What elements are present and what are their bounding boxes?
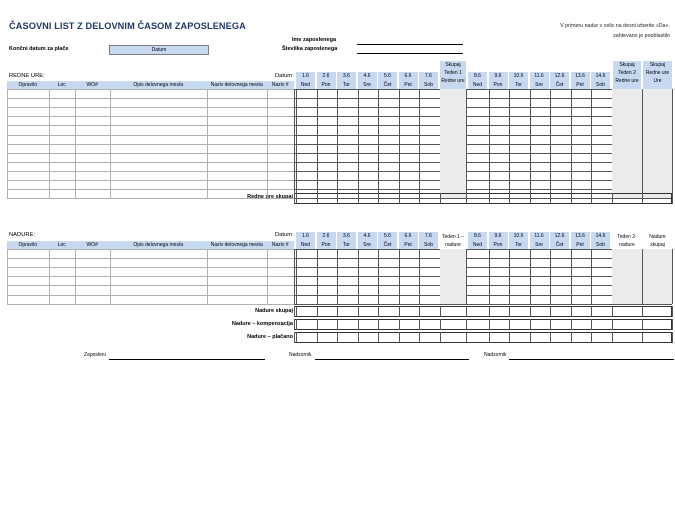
day-header: Tor (509, 81, 528, 89)
overtime-paid-label: Nadure – plačano (247, 334, 293, 340)
total-col-line (672, 319, 673, 330)
row-line (7, 249, 294, 250)
column-header: Naziv # (267, 241, 294, 249)
total-col-line (337, 193, 338, 204)
row-line (7, 267, 294, 268)
column-header: Loc (49, 241, 75, 249)
signature-supervisor2-label: Nadzornik (484, 352, 507, 358)
total-col-line (550, 319, 551, 330)
total-col-line (440, 332, 441, 343)
total-col-line (466, 193, 467, 204)
date-cell: 5.6 (378, 232, 397, 241)
hours-col-line (296, 249, 297, 304)
total-col-line (530, 306, 531, 317)
date-cell: 7.6 (419, 72, 438, 81)
hours-col-line (591, 89, 592, 198)
day-header: Ned (296, 81, 315, 89)
employee-name-label: Ime zaposlenega (292, 37, 337, 43)
week1-header-line: Teden 1 – (442, 234, 464, 240)
total-col-line (489, 193, 490, 204)
overtime-date-label: Datum: (275, 232, 294, 238)
hours-col-line (530, 249, 531, 304)
date-cell: 4.6 (358, 72, 377, 81)
total-row[interactable] (294, 193, 672, 204)
day-header: Ned (468, 241, 487, 249)
day-header: Tor (509, 241, 528, 249)
total-row[interactable] (294, 332, 672, 343)
week1-header-line: Skupaj (445, 62, 461, 68)
note-line-1: V primeru nadur v celic na desni izberite »Da«. (560, 23, 670, 29)
col-line (49, 89, 50, 198)
total-col-line (466, 306, 467, 317)
employee-number-label: Številka zaposlenega (282, 46, 338, 52)
date-cell: 2.6 (317, 72, 336, 81)
week1-header-line: nadure (445, 242, 461, 248)
total-col-line (489, 319, 490, 330)
total-col-line (612, 193, 613, 204)
date-cell: 12.6 (550, 72, 569, 81)
row-line (7, 153, 294, 154)
total-col-line (591, 332, 592, 343)
hours-col-line (337, 89, 338, 198)
total-col-line (440, 193, 441, 204)
total-col-line (509, 319, 510, 330)
hours-col-line (399, 249, 400, 304)
signature-employee-line[interactable] (109, 353, 265, 360)
total-col-line (642, 319, 643, 330)
regular-date-label: Datum: (275, 73, 294, 79)
day-header: Čet (550, 241, 569, 249)
day-header: Pet (399, 241, 418, 249)
total-row[interactable] (294, 319, 672, 330)
day-header: Pet (399, 81, 418, 89)
total-col-line (399, 306, 400, 317)
row-line (7, 304, 294, 305)
day-header: Čet (378, 81, 397, 89)
total-col-line (294, 306, 295, 317)
total-row[interactable] (294, 306, 672, 317)
date-cell: 7.6 (419, 232, 438, 241)
row-line (7, 198, 294, 199)
week1-header-sub: Redne ure (441, 78, 465, 84)
date-cell: 11.6 (530, 232, 549, 241)
total-col-line (419, 306, 420, 317)
total-col-line (358, 319, 359, 330)
total-col-line (337, 306, 338, 317)
column-header: Opis delovnega mesta (110, 241, 207, 249)
hours-col-line (550, 249, 551, 304)
employee-number-field[interactable] (357, 47, 463, 54)
hours-col-line (337, 249, 338, 304)
hours-col-line (317, 249, 318, 304)
overtime-comp-label: Nadure – kompenzacija (231, 321, 293, 327)
hours-col-line (466, 249, 467, 304)
total-col-line (294, 319, 295, 330)
col-line (7, 89, 8, 198)
column-header: Opravilo (7, 241, 49, 249)
date-cell: 4.6 (358, 232, 377, 241)
date-cell: 13.6 (571, 232, 590, 241)
date-cell: 8.6 (468, 72, 487, 81)
total-col-line (489, 306, 490, 317)
day-header: Sob (591, 241, 610, 249)
col-line (110, 89, 111, 198)
hours-col-line (294, 249, 295, 304)
total-col-line (672, 193, 673, 204)
hours-col-line (591, 249, 592, 304)
hours-col-line (317, 89, 318, 198)
total-col-line (317, 193, 318, 204)
day-header: Sre (358, 241, 377, 249)
total-col-line (358, 306, 359, 317)
total-col-line (378, 319, 379, 330)
hours-col-line (571, 249, 572, 304)
col-line (207, 89, 208, 198)
day-header: Pon (489, 241, 508, 249)
row-line (7, 171, 294, 172)
hours-col-line (399, 89, 400, 198)
column-header: Opis delovnega mesta (110, 81, 207, 89)
week2-header (613, 233, 641, 250)
date-cell: 8.6 (468, 232, 487, 241)
row-line (7, 144, 294, 145)
total-col-line (358, 193, 359, 204)
day-header: Pet (571, 241, 590, 249)
day-header: Ned (468, 81, 487, 89)
hours-col-line (489, 249, 490, 304)
total-col-line (550, 306, 551, 317)
regular-total-label: Redne ure skupaj (247, 194, 293, 200)
day-header: Pon (317, 81, 336, 89)
total-col-line (672, 332, 673, 343)
signature-supervisor-line[interactable] (315, 353, 469, 360)
row-line (7, 162, 294, 163)
total-col-line (317, 306, 318, 317)
row-line (7, 180, 294, 181)
week1-shade (440, 249, 466, 304)
day-header: Čet (550, 81, 569, 89)
total-col-line (509, 306, 510, 317)
week1-header-line: Teden 1 (444, 70, 462, 76)
date-cell: 2.6 (317, 232, 336, 241)
day-header: Sob (419, 81, 438, 89)
day-header: Tor (337, 241, 356, 249)
total-col-line (378, 306, 379, 317)
hours-col-line (509, 249, 510, 304)
hours-col-line (672, 89, 673, 198)
total-col-line (466, 319, 467, 330)
row-line (7, 189, 294, 190)
signature-supervisor-label: Nadzornik (289, 352, 312, 358)
row-line (7, 258, 294, 259)
total-shade (643, 249, 672, 304)
hours-col-line (509, 89, 510, 198)
date-cell: 9.6 (489, 72, 508, 81)
total-header-line: Nadure (649, 234, 666, 240)
signature-supervisor2-line[interactable] (509, 353, 674, 360)
overtime-section-label: NADURE: (9, 232, 36, 238)
week2-header-line: Skupaj (619, 62, 635, 68)
total-col-line (296, 193, 297, 204)
row-line (7, 276, 294, 277)
day-header: Ned (296, 241, 315, 249)
day-header: Tor (337, 81, 356, 89)
hours-col-line (550, 89, 551, 198)
period-end-date-field[interactable]: Datum (109, 45, 209, 55)
total-col-line (509, 193, 510, 204)
col-line (207, 249, 208, 304)
total-shade (643, 89, 672, 198)
week2-header-line: nadure (619, 242, 635, 248)
total-col-line (440, 306, 441, 317)
total-col-line (399, 319, 400, 330)
hours-col-line (378, 89, 379, 198)
date-cell: 3.6 (337, 232, 356, 241)
total-header (643, 61, 672, 89)
period-end-label: Končni datum za plače (9, 46, 69, 52)
hours-col-line (294, 89, 295, 198)
total-col-line (296, 332, 297, 343)
hours-col-line (571, 89, 572, 198)
total-col-line (530, 319, 531, 330)
total-col-line (591, 319, 592, 330)
row-line (7, 295, 294, 296)
date-cell: 10.6 (509, 232, 528, 241)
col-line (75, 89, 76, 198)
total-col-line (337, 332, 338, 343)
week1-shade (440, 89, 466, 198)
total-col-line (296, 319, 297, 330)
row-line (7, 125, 294, 126)
signature-employee-label: Zaposleni (84, 352, 106, 358)
col-line (49, 249, 50, 304)
hours-col-line (419, 249, 420, 304)
row-line (7, 107, 294, 108)
total-col-line (296, 306, 297, 317)
row-line (7, 285, 294, 286)
hours-col-line (419, 89, 420, 198)
total-col-line (530, 193, 531, 204)
total-col-line (399, 332, 400, 343)
total-col-line (317, 319, 318, 330)
page-title: ČASOVNI LIST Z DELOVNIM ČASOM ZAPOSLENEGA (9, 21, 246, 31)
day-header: Sre (358, 81, 377, 89)
week2-shade (612, 89, 642, 198)
total-col-line (337, 319, 338, 330)
date-cell: 11.6 (530, 72, 549, 81)
date-cell: 14.6 (591, 72, 610, 81)
row-line (7, 135, 294, 136)
column-header: Naziv # (267, 81, 294, 89)
hours-col-line (530, 89, 531, 198)
week2-header-line: Teden 2 (618, 70, 636, 76)
date-cell: 10.6 (509, 72, 528, 81)
note-line-2: zahtevano je pooblastilo (613, 33, 670, 39)
week2-header-line: Teden 2- (617, 234, 637, 240)
total-col-line (642, 332, 643, 343)
column-header: Opravilo (7, 81, 49, 89)
total-col-line (612, 332, 613, 343)
hours-col-line (378, 249, 379, 304)
hours-col-line (672, 249, 673, 304)
total-col-line (571, 306, 572, 317)
total-col-line (571, 319, 572, 330)
total-col-line (550, 193, 551, 204)
total-col-line (530, 332, 531, 343)
employee-name-field[interactable] (357, 38, 463, 45)
total-col-line (591, 306, 592, 317)
total-col-line (419, 319, 420, 330)
hours-col-line (466, 89, 467, 198)
total-col-line (612, 306, 613, 317)
total-col-line (358, 332, 359, 343)
column-header: WO# (75, 81, 110, 89)
day-header: Sob (419, 241, 438, 249)
total-col-line (440, 319, 441, 330)
date-cell: 3.6 (337, 72, 356, 81)
total-col-line (294, 193, 295, 204)
week1-header (440, 61, 466, 89)
total-col-line (294, 332, 295, 343)
day-header: Čet (378, 241, 397, 249)
column-header: Loc (49, 81, 75, 89)
column-header: WO# (75, 241, 110, 249)
total-col-line (378, 332, 379, 343)
total-col-line (672, 306, 673, 317)
total-header-line: Redne ure (645, 70, 670, 76)
total-col-line (466, 332, 467, 343)
hours-col-line (296, 89, 297, 198)
week2-shade (612, 249, 642, 304)
date-cell: 1.6 (296, 72, 315, 81)
total-header (643, 233, 672, 250)
week2-header (613, 61, 641, 89)
week2-header-sub: Redne ure (615, 78, 639, 84)
total-col-line (419, 193, 420, 204)
total-col-line (489, 332, 490, 343)
total-col-line (317, 332, 318, 343)
date-cell: 6.6 (399, 232, 418, 241)
date-cell: 14.6 (591, 232, 610, 241)
day-header: Pet (571, 81, 590, 89)
overtime-note (540, 21, 670, 41)
date-cell: 1.6 (296, 232, 315, 241)
date-cell: 9.6 (489, 232, 508, 241)
date-cell: 12.6 (550, 232, 569, 241)
col-line (267, 89, 268, 198)
day-header: Sre (530, 241, 549, 249)
regular-section-label: REDNE URE: (9, 73, 45, 79)
total-col-line (550, 332, 551, 343)
total-col-line (571, 332, 572, 343)
row-line (7, 89, 294, 90)
total-col-line (642, 193, 643, 204)
day-header: Pon (317, 241, 336, 249)
date-cell: 6.6 (399, 72, 418, 81)
date-cell: 5.6 (378, 72, 397, 81)
hours-col-line (358, 249, 359, 304)
column-header: Naziv delovnega mesta (207, 81, 267, 89)
column-header: Naziv delovnega mesta (207, 241, 267, 249)
date-cell: 13.6 (571, 72, 590, 81)
week1-header (440, 233, 466, 250)
total-col-line (419, 332, 420, 343)
total-col-line (591, 193, 592, 204)
row-line (7, 116, 294, 117)
total-col-line (571, 193, 572, 204)
day-header: Sre (530, 81, 549, 89)
total-header-line: Ure (653, 78, 662, 84)
hours-col-line (489, 89, 490, 198)
total-header-line: Skupaj (649, 62, 666, 68)
hours-col-line (358, 89, 359, 198)
total-col-line (399, 193, 400, 204)
total-col-line (642, 306, 643, 317)
col-line (7, 249, 8, 304)
total-header-line: skupaj (650, 242, 665, 248)
total-col-line (378, 193, 379, 204)
total-col-line (509, 332, 510, 343)
overtime-total-label: Nadure skupaj (255, 308, 293, 314)
hours-row-line (294, 304, 672, 305)
day-header: Sob (591, 81, 610, 89)
col-line (75, 249, 76, 304)
col-line (267, 249, 268, 304)
total-col-line (612, 319, 613, 330)
day-header: Pon (489, 81, 508, 89)
col-line (110, 249, 111, 304)
row-line (7, 98, 294, 99)
